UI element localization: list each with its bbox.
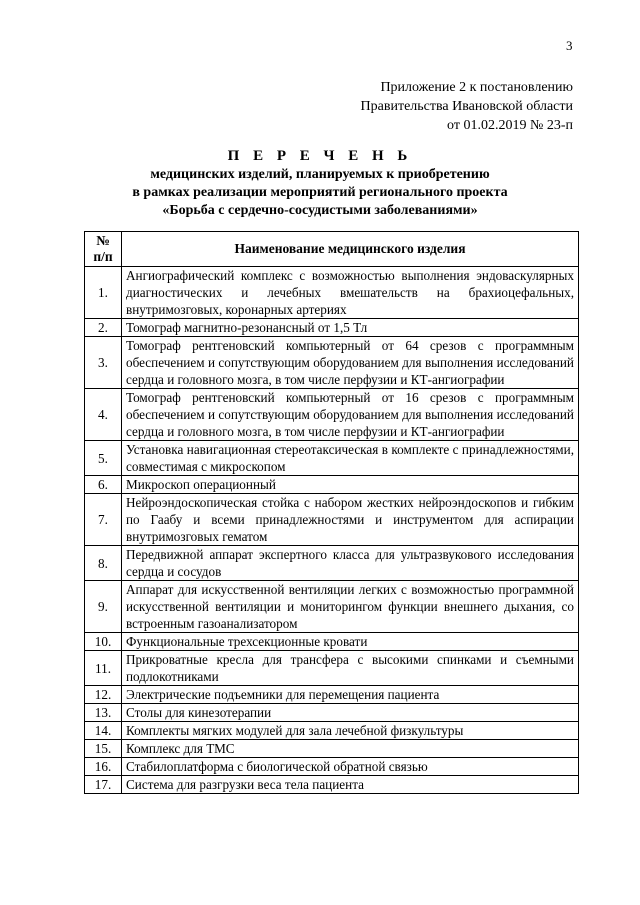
table-row — [85, 633, 579, 651]
row-number: 3. — [85, 337, 122, 389]
table-row — [85, 267, 579, 319]
item-name: Аппарат для искусственной вентиляции легких с возможностью программной искусственной вентиляции и мониторингом функции внешнего дыхания, со встроенным газоанализатором — [122, 581, 579, 633]
table-row — [85, 740, 579, 758]
table-row — [85, 758, 579, 776]
row-number: 5. — [85, 441, 122, 476]
row-number: 8. — [85, 546, 122, 581]
row-number: 12. — [85, 686, 122, 704]
table-row — [85, 581, 579, 633]
document-heading — [0, 146, 640, 220]
table-row — [85, 441, 579, 476]
heading-line-2: в рамках реализации мероприятий регионального проекта — [132, 185, 508, 200]
table-row — [85, 476, 579, 494]
row-number: 4. — [85, 389, 122, 441]
item-name: Установка навигационная стереотаксическая в комплекте с принадлежностями, совместимая с микроскопом — [122, 441, 579, 476]
row-number: 16. — [85, 758, 122, 776]
items-table — [84, 231, 579, 794]
row-number: 15. — [85, 740, 122, 758]
item-name: Столы для кинезотерапии — [122, 704, 579, 722]
item-name: Функциональные трехсекционные кровати — [122, 633, 579, 651]
row-number: 6. — [85, 476, 122, 494]
item-name: Комплекс для ТМС — [122, 740, 579, 758]
item-name: Передвижной аппарат экспертного класса для ультразвукового исследования сердца и сосудов — [122, 546, 579, 581]
document-title: П Е Р Е Ч Е Н Ь — [227, 148, 413, 164]
row-number: 10. — [85, 633, 122, 651]
row-number: 13. — [85, 704, 122, 722]
column-header-name: Наименование медицинского изделия — [122, 232, 579, 267]
item-name: Система для разгрузки веса тела пациента — [122, 776, 579, 794]
item-name: Стабилоплатформа с биологической обратной связью — [122, 758, 579, 776]
item-name: Микроскоп операционный — [122, 476, 579, 494]
row-number: 17. — [85, 776, 122, 794]
heading-line-1: медицинских изделий, планируемых к приобретению — [150, 167, 490, 182]
table-header-row — [85, 232, 579, 267]
appendix-line-3: от 01.02.2019 № 23-п — [447, 118, 573, 133]
item-name: Комплекты мягких модулей для зала лечебной физкультуры — [122, 722, 579, 740]
table-row — [85, 704, 579, 722]
row-number: 9. — [85, 581, 122, 633]
item-name: Томограф магнитно-резонансный от 1,5 Тл — [122, 319, 579, 337]
table-row — [85, 776, 579, 794]
table-body — [85, 267, 579, 794]
appendix-note — [361, 78, 573, 135]
item-name: Томограф рентгеновский компьютерный от 64 срезов с программным обеспечением и сопутствующим оборудованием для выполнения исследований сердца и головного мозга, в том числе перфузии и КТ-ангиографии — [122, 337, 579, 389]
row-number: 7. — [85, 494, 122, 546]
table-row — [85, 494, 579, 546]
table-row — [85, 337, 579, 389]
appendix-line-2: Правительства Ивановской области — [360, 99, 573, 114]
row-number: 2. — [85, 319, 122, 337]
item-name: Электрические подъемники для перемещения пациента — [122, 686, 579, 704]
item-name: Ангиографический комплекс с возможностью выполнения эндоваскулярных диагностических и лечебных вмешательств на брахиоцефальных, внутримозговых, коронарных артериях — [122, 267, 579, 319]
column-header-number-line-2: п/п — [93, 249, 113, 264]
heading-line-3: «Борьба с сердечно-сосудистыми заболеваниями» — [162, 203, 478, 218]
table-row — [85, 686, 579, 704]
table-row — [85, 319, 579, 337]
table-row — [85, 546, 579, 581]
item-name: Нейроэндоскопическая стойка с набором жестких нейроэндоскопов и гибким по Гаабу и всеми принадлежностями и инструментом для аспирации внутримозговых гематом — [122, 494, 579, 546]
column-header-number-line-1: № — [96, 233, 110, 248]
page-number: 3 — [566, 38, 573, 53]
row-number: 11. — [85, 651, 122, 686]
table-row — [85, 389, 579, 441]
column-header-number — [85, 232, 122, 267]
item-name: Томограф рентгеновский компьютерный от 16 срезов с программным обеспечением и сопутствующим оборудованием для выполнения исследований сердца и головного мозга, в том числе перфузии и КТ-ангиографии — [122, 389, 579, 441]
row-number: 14. — [85, 722, 122, 740]
table-row — [85, 722, 579, 740]
item-name: Прикроватные кресла для трансфера с высокими спинками и съемными подлокотниками — [122, 651, 579, 686]
appendix-line-1: Приложение 2 к постановлению — [380, 80, 573, 95]
table-row — [85, 651, 579, 686]
row-number: 1. — [85, 267, 122, 319]
